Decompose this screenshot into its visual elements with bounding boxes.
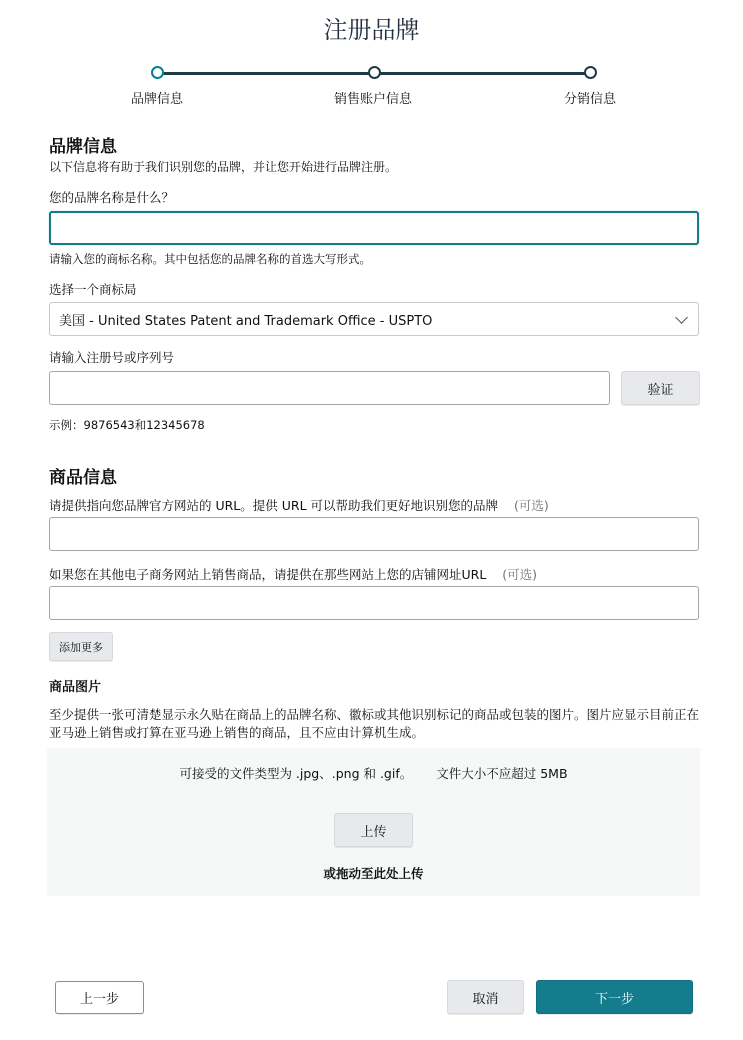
- next-button[interactable]: 下一步: [536, 980, 693, 1014]
- step-dot-distribution: [584, 66, 597, 79]
- add-more-button[interactable]: 添加更多: [49, 632, 113, 661]
- back-button[interactable]: 上一步: [55, 981, 144, 1014]
- website-url-label-text: 请提供指向您品牌官方网站的 URL。提供 URL 可以帮助我们更好地识别您的品牌: [49, 498, 499, 513]
- step-dot-brand-info: [151, 66, 164, 79]
- file-size-text: 文件大小不应超过 5MB: [436, 766, 568, 781]
- file-types-text: 可接受的文件类型为 .jpg、.png 和 .gif。: [179, 766, 413, 781]
- website-url-label: [49, 496, 549, 514]
- stepper-connector: [378, 72, 586, 75]
- store-url-optional: (可选): [502, 567, 538, 582]
- verify-button[interactable]: 验证: [621, 371, 700, 405]
- registration-example: 示例：9876543和12345678: [49, 418, 205, 432]
- product-images-heading: 商品图片: [49, 680, 102, 695]
- brand-name-label: 您的品牌名称是什么？: [49, 190, 175, 205]
- step-label-sales-account: 销售账户信息: [333, 92, 412, 107]
- product-info-heading: 商品信息: [49, 468, 117, 488]
- brand-info-intro: 以下信息将有助于我们识别您的品牌，并让您开始进行品牌注册。: [49, 160, 398, 174]
- brand-name-input[interactable]: [49, 211, 699, 245]
- step-label-distribution: 分销信息: [563, 92, 616, 107]
- chevron-down-icon: [675, 311, 688, 324]
- trademark-office-select[interactable]: [49, 302, 699, 336]
- step-label-brand-info: 品牌信息: [130, 92, 183, 107]
- brand-info-heading: 品牌信息: [49, 137, 117, 157]
- trademark-office-label: 选择一个商标局: [49, 282, 137, 297]
- cancel-button[interactable]: 取消: [447, 980, 524, 1014]
- store-url-label-text: 如果您在其他电子商务网站上销售商品，请提供在那些网站上您的店铺网址URL: [49, 567, 487, 582]
- registration-number-input[interactable]: [49, 371, 610, 405]
- file-requirements: [47, 764, 700, 782]
- upload-button[interactable]: 上传: [334, 813, 413, 847]
- page-title: 注册品牌: [323, 16, 420, 44]
- registration-number-label: 请输入注册号或序列号: [49, 350, 175, 365]
- website-url-input[interactable]: [49, 517, 699, 551]
- product-images-description: 至少提供一张可清楚显示永久贴在商品上的品牌名称、徽标或其他识别标记的商品或包装的图片。图片应显示目前正在亚马逊上销售或打算在亚马逊上销售的商品，且不应由计算机生成。: [49, 707, 700, 740]
- step-dot-sales-account: [368, 66, 381, 79]
- store-url-input[interactable]: [49, 586, 699, 620]
- store-url-label: [49, 565, 537, 583]
- brand-name-hint: 请输入您的商标名称。其中包括您的品牌名称的首选大写形式。: [49, 252, 371, 266]
- drag-to-upload-text: 或拖动至此处上传: [323, 866, 424, 881]
- stepper-connector: [161, 72, 369, 75]
- trademark-office-selected: 美国 - United States Patent and Trademark Office - USPTO: [59, 313, 433, 329]
- image-dropzone[interactable]: [47, 748, 700, 896]
- website-url-optional: (可选): [514, 498, 549, 513]
